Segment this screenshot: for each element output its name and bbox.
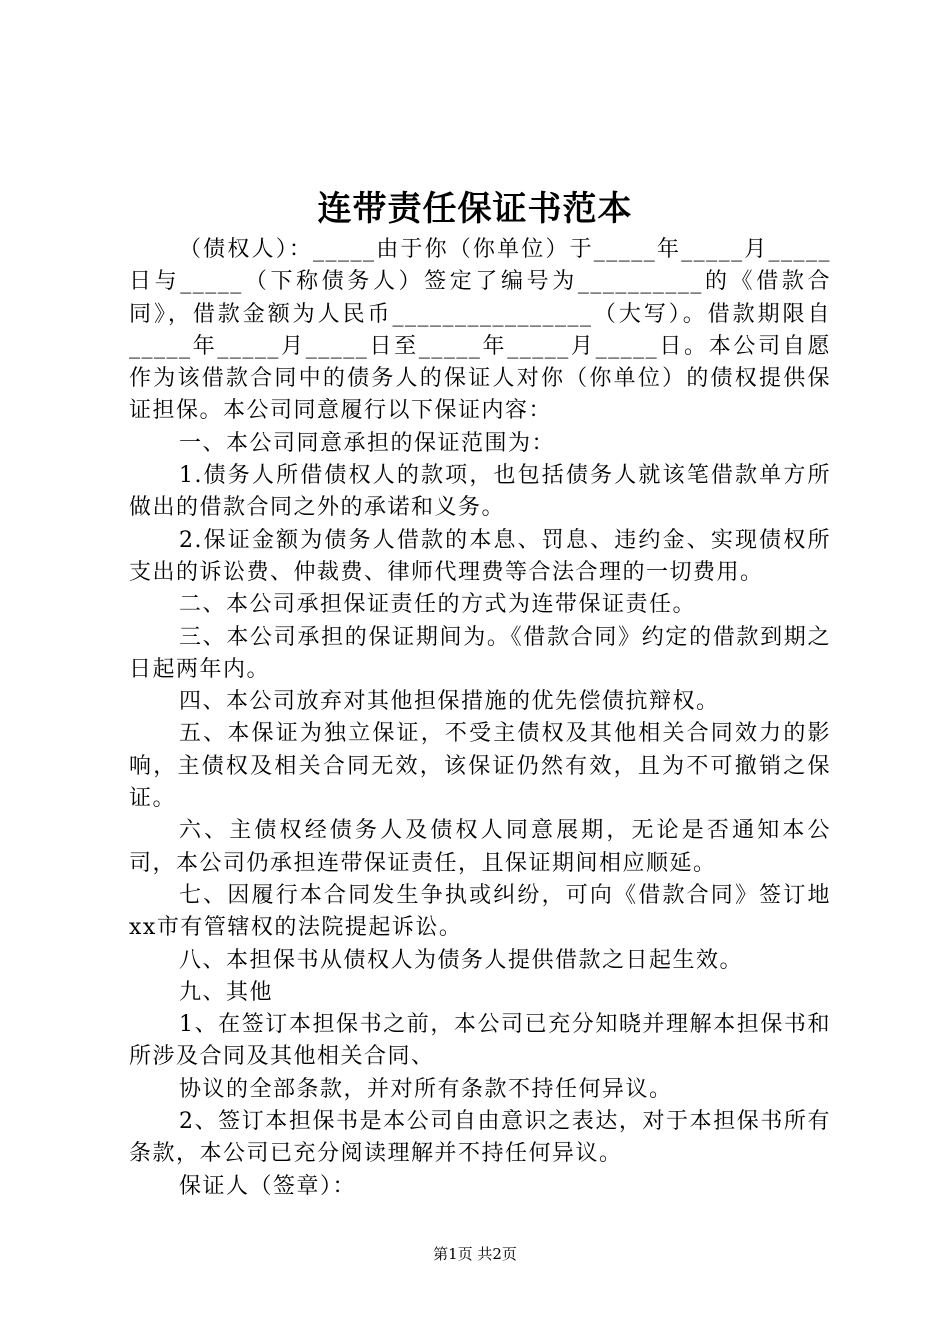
clause-9-item-1: 1、在签订本担保书之前，本公司已充分知晓并理解本担保书和所涉及合同及其他相关合同、 — [129, 1012, 831, 1070]
clause-1-item-2: 2.保证金额为债务人借款的本息、罚息、违约金、实现债权所支出的诉讼费、仲裁费、律师代理费等合法合理的一切费用。 — [129, 527, 831, 585]
clause-3: 三、本公司承担的保证期间为。《借款合同》约定的借款到期之日起两年内。 — [129, 624, 831, 682]
clause-5: 五、本保证为独立保证，不受主债权及其他相关合同效力的影响，主债权及相关合同无效，该保证仍然有效，且为不可撤销之保证。 — [129, 721, 831, 812]
clause-9-item-2: 2、签订本担保书是本公司自由意识之表达，对于本担保书所有条款，本公司已充分阅读理解并不持任何异议。 — [129, 1109, 831, 1167]
clause-1-item-1: 1.债务人所借债权人的款项，也包括债务人就该笔借款单方所做出的借款合同之外的承诺和义务。 — [129, 463, 831, 521]
document-title: 连带责任保证书范本 — [317, 189, 633, 229]
clause-8: 八、本担保书从债权人为债务人提供借款之日起生效。 — [179, 947, 744, 973]
clause-9-item-1-continued: 协议的全部条款，并对所有条款不持任何异议。 — [179, 1076, 673, 1102]
guarantor-signature-line: 保证人（签章）： — [179, 1173, 357, 1199]
clause-4: 四、本公司放弃对其他担保措施的优先偿债抗辩权。 — [179, 689, 720, 715]
page-footer: 第1页 共2页 — [433, 1245, 517, 1263]
document-body — [129, 234, 831, 1203]
clause-6: 六、主债权经债务人及债权人同意展期，无论是否通知本公司，本公司仍承担连带保证责任，且保证期间相应顺延。 — [129, 818, 831, 876]
clause-1-heading: 一、本公司同意承担的保证范围为： — [179, 430, 556, 456]
opening-paragraph: （债权人）：_____由于你（你单位）于_____年_____月_____日与_____（下称债务人）签定了编号为__________的《借款合同》，借款金额为人民币________________（大写）。借款期限自_____年_____月_____日至_____年_____月_____日。本公司自愿作为该借款合同中的债务人的保证人对你（你单位）的债权提供保证担保。本公司同意履行以下保证内容： — [129, 237, 831, 424]
clause-2: 二、本公司承担保证责任的方式为连带保证责任。 — [179, 592, 697, 618]
clause-7: 七、因履行本合同发生争执或纠纷，可向《借款合同》签订地xx市有管辖权的法院提起诉讼。 — [129, 882, 831, 941]
clause-9-heading: 九、其他 — [179, 979, 274, 1005]
